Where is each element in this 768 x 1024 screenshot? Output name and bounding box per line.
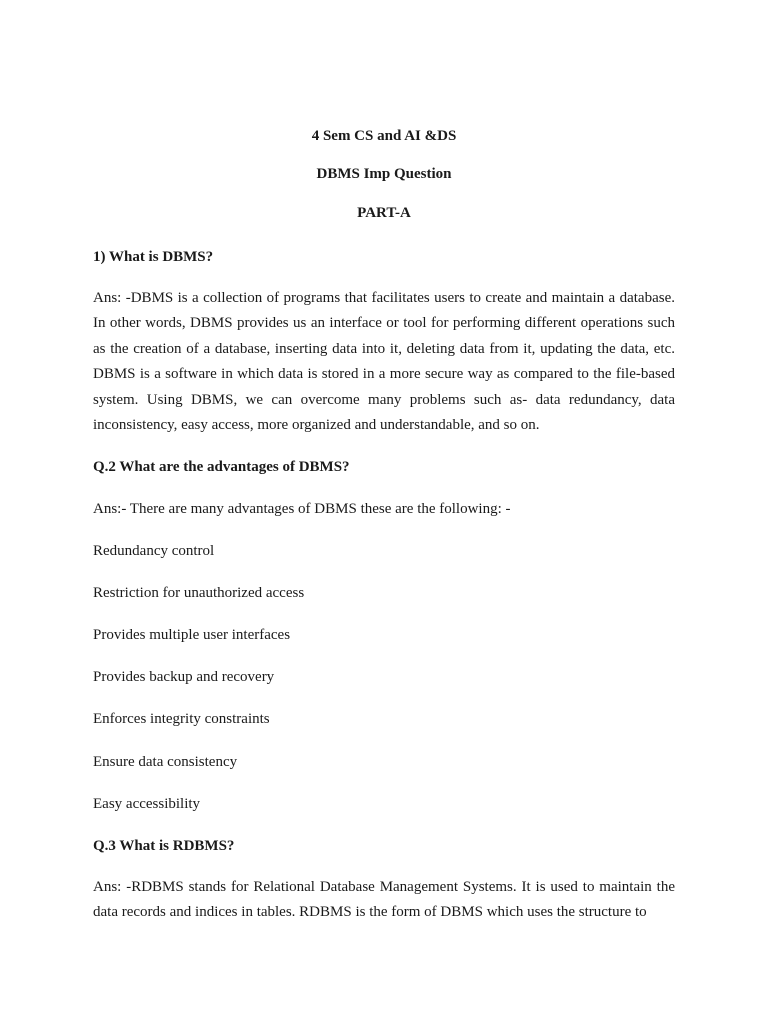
advantage-item: Redundancy control: [93, 543, 215, 559]
advantage-item: Enforces integrity constraints: [93, 711, 270, 727]
question-2-intro: Ans:- There are many advantages of DBMS these are the following: -: [93, 501, 511, 517]
question-3-heading: Q.3 What is RDBMS?: [93, 838, 235, 854]
course-title: 4 Sem CS and AI &DS: [311, 128, 457, 144]
document-title: DBMS Imp Question: [316, 166, 452, 182]
advantage-item: Provides backup and recovery: [93, 669, 275, 685]
advantage-item: Restriction for unauthorized access: [93, 585, 305, 601]
advantage-item: Ensure data consistency: [93, 754, 238, 770]
advantage-item: Easy accessibility: [93, 796, 201, 812]
part-title: PART-A: [357, 205, 411, 221]
advantage-item: Provides multiple user interfaces: [93, 627, 291, 643]
question-1-answer: Ans: -DBMS is a collection of programs that facilitates users to create and maintain a database. In other words, DBMS provides us an interface or tool for performing different operations such as the creation of a database, inserting data into it, deleting data from it, updating the data, etc. DBMS is a software in which data is stored in a more secure way as compared to the file-based system. Using DBMS, we can overcome many problems such as- data redundancy, data inconsistency, easy access, more organized and understandable, and so on.: [93, 290, 675, 434]
question-2-heading: Q.2 What are the advantages of DBMS?: [93, 459, 350, 475]
question-1-heading: 1) What is DBMS?: [93, 249, 214, 265]
question-3-answer: Ans: -RDBMS stands for Relational Database Management Systems. It is used to maintain the data records and indices in tables. RDBMS is the form of DBMS which uses the structure to: [93, 879, 675, 921]
